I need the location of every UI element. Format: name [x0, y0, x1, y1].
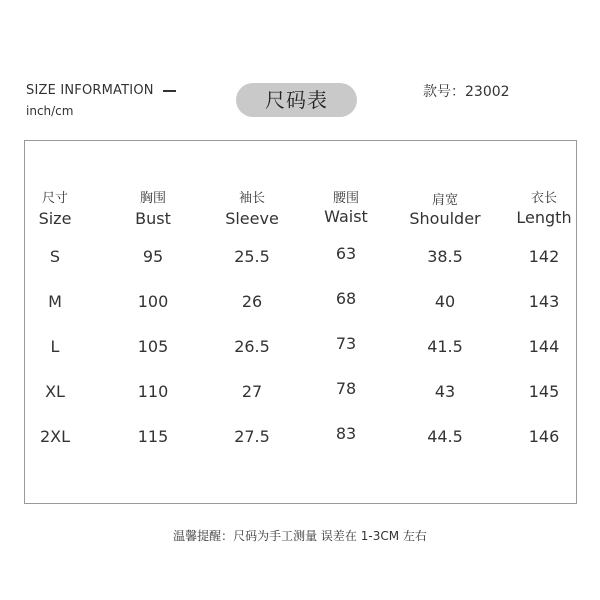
column-header-en: Length: [516, 208, 572, 227]
table-cell: 142: [528, 247, 560, 266]
table-cell: 26: [241, 292, 263, 311]
table-cell: 143: [528, 292, 560, 311]
table-cell: 26.5: [234, 337, 270, 356]
unit-label: inch/cm: [26, 104, 74, 118]
table-cell: 146: [528, 427, 560, 446]
table-cell: 95: [142, 247, 164, 266]
table-cell: 115: [137, 427, 169, 446]
table-cell: 63: [335, 244, 357, 263]
style-number: 款号：23002: [423, 84, 510, 100]
table-cell: 110: [137, 382, 169, 401]
column-header-cn: 尺寸: [41, 191, 68, 206]
column-header-cn: 肩宽: [431, 193, 458, 208]
table-cell: 73: [335, 334, 357, 353]
table-cell: 43: [434, 382, 456, 401]
table-cell: L: [50, 337, 60, 356]
column-header-cn: 袖长: [238, 191, 265, 206]
size-chart-title: 尺码表: [236, 83, 357, 117]
table-cell: S: [49, 247, 61, 266]
size-table: [24, 140, 577, 504]
column-header-cn: 胸围: [139, 191, 166, 206]
table-cell: 38.5: [427, 247, 463, 266]
table-cell: 27: [241, 382, 263, 401]
table-cell: 105: [137, 337, 169, 356]
measurement-note: 温馨提醒：尺码为手工测量 误差在 1-3CM 左右: [173, 529, 427, 543]
table-cell: 78: [335, 379, 357, 398]
column-header-en: Sleeve: [225, 209, 279, 228]
table-cell: 144: [528, 337, 560, 356]
table-cell: 145: [528, 382, 560, 401]
column-header-cn: 腰围: [332, 191, 359, 206]
table-cell: 25.5: [234, 247, 270, 266]
column-header-en: Bust: [135, 209, 171, 228]
heading-dash: [163, 90, 176, 92]
table-cell: 27.5: [234, 427, 270, 446]
table-cell: 41.5: [427, 337, 463, 356]
table-cell: 2XL: [39, 427, 71, 446]
column-header-en: Size: [38, 209, 72, 228]
column-header-en: Waist: [324, 207, 368, 226]
table-cell: 40: [434, 292, 456, 311]
size-information-heading: SIZE INFORMATION: [26, 83, 154, 98]
table-cell: XL: [45, 382, 65, 401]
column-header-en: Shoulder: [409, 209, 481, 228]
table-cell: M: [48, 292, 62, 311]
table-cell: 100: [137, 292, 169, 311]
table-cell: 44.5: [427, 427, 463, 446]
table-cell: 68: [335, 289, 357, 308]
column-header-cn: 衣长: [530, 191, 557, 206]
table-cell: 83: [335, 424, 357, 443]
